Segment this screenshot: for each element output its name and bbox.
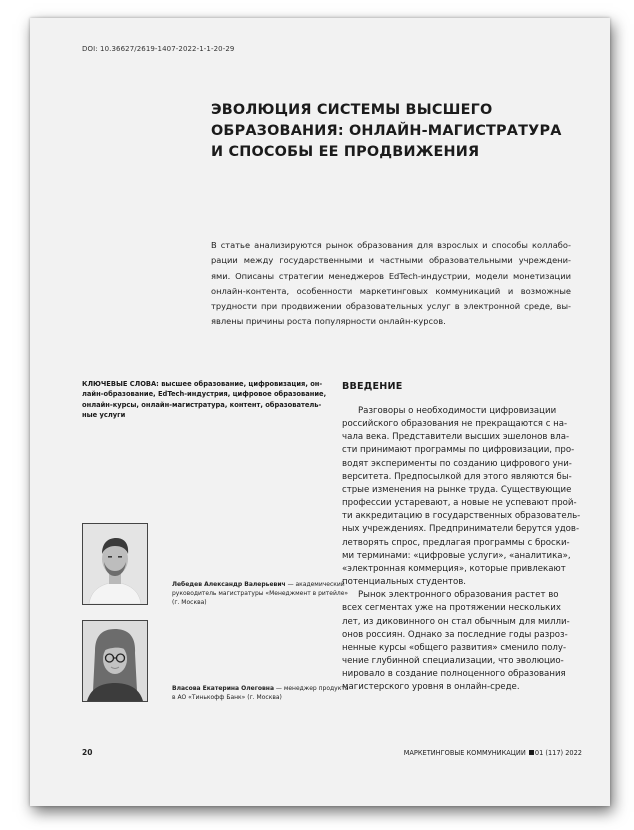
author-role: — академический xyxy=(287,581,345,588)
abstract-line: онлайн-контента, особенности маркетинговых коммуникаций и возможные xyxy=(211,285,571,296)
abstract-line: явлены причины роста популярности онлайн-курсов. xyxy=(211,316,446,327)
body-line: ненные курсы «общего развития» сменило полу- xyxy=(342,642,567,653)
keywords-block xyxy=(82,379,326,421)
page-number: 20 xyxy=(82,748,93,757)
body-line: чала века. Представители высших эшелонов вла- xyxy=(342,432,570,443)
body-line: верситета. Предпосылкой для этого являются бы- xyxy=(342,471,572,482)
keywords-line: онлайн-курсы, онлайн-магистратура, контент, образователь- xyxy=(82,400,322,409)
body-line: Рынок электронного образования растет во xyxy=(358,590,559,601)
author-info-lebedev xyxy=(172,580,348,608)
title-line: И СПОСОБЫ ЕЕ ПРОДВИЖЕНИЯ xyxy=(211,144,480,160)
body-line: чение глубинной специализации, что эволюцио- xyxy=(342,655,564,666)
keywords-line: лайн-образование, EdTech-индустрия, цифровое образование, xyxy=(82,390,327,399)
body-line: потенциальных студентов. xyxy=(342,577,466,588)
author-photo-vlasova xyxy=(82,620,148,702)
author-affiliation: в АО «Тинькофф Банк» (г. Москва) xyxy=(172,694,282,702)
abstract-line: ями. Описаны стратегии менеджеров EdTech-индустрии, модели монетизации xyxy=(211,270,571,281)
body-line: ти аккредитацию в государственных образователь- xyxy=(342,511,581,522)
body-text xyxy=(342,405,581,694)
body-line: Разговоры о необходимости цифровизации xyxy=(358,406,557,416)
abstract-line: рации между государственными и частными образовательными учреждени- xyxy=(211,255,571,266)
body-line: профессии устаревают, а новые не успевают прой- xyxy=(342,498,577,509)
body-line: стрые изменения на рынке труда. Существующие xyxy=(342,484,572,495)
body-line: ных учреждениях. Предприниматели берутся удов- xyxy=(342,524,580,535)
body-line: сти принимают программы по цифровизации, про- xyxy=(342,445,575,456)
man-portrait-icon xyxy=(83,524,147,604)
abstract-line: В статье анализируются рынок образования для взрослых и способы коллабо- xyxy=(211,240,571,250)
abstract xyxy=(211,238,571,330)
body-line: «электронная коммерция», которые привлекают xyxy=(342,563,566,574)
doi-label: DOI: 10.36627/2619-1407-2022-1-1-20-29 xyxy=(82,45,235,53)
author-name: Лебедев Александр Валерьевич xyxy=(172,581,286,588)
woman-portrait-icon xyxy=(83,621,147,701)
body-line: нировало в создание полноценного образования xyxy=(342,669,566,680)
body-line: лет, из диковинного он стал обычным для милли- xyxy=(342,616,570,627)
author-role: руководитель магистратуры «Менеджмент в ритейле» xyxy=(172,590,349,598)
journal-name: МАРКЕТИНГОВЫЕ КОММУНИКАЦИИ xyxy=(403,749,526,757)
keywords-line: КЛЮЧЕВЫЕ СЛОВА: высшее образование, цифровизация, он- xyxy=(82,380,323,388)
abstract-line: трудности при продвижении образовательных услуг в электронной среде, вы- xyxy=(211,301,571,312)
author-info-vlasova xyxy=(172,684,349,702)
section-heading: ВВЕДЕНИЕ xyxy=(342,381,403,392)
title-line: ЭВОЛЮЦИЯ СИСТЕМЫ ВЫСШЕГО xyxy=(211,102,493,118)
journal-footer xyxy=(404,749,582,757)
body-line: российского образования не прекращаются с на- xyxy=(342,419,568,430)
title-line: ОБРАЗОВАНИЯ: ОНЛАЙН-МАГИСТРАТУРА xyxy=(211,123,562,139)
body-line: летворять спрос, предлагая программы с броски- xyxy=(342,537,570,548)
body-line: магистерского уровня в онлайн-среде. xyxy=(342,682,520,693)
author-name: Власова Екатерина Олеговна xyxy=(172,685,274,692)
body-line: ми терминами: «цифровые услуги», «аналитика», xyxy=(342,550,571,561)
keywords-line: ные услуги xyxy=(82,411,126,420)
author-role: — менеджер продукта xyxy=(275,685,349,692)
body-line: водят эксперименты по созданию цифрового уни- xyxy=(342,458,572,469)
journal-issue: 01 (117) 2022 xyxy=(534,749,582,757)
body-line: всех сегментах уже на протяжении нескольких xyxy=(342,603,561,614)
square-separator-icon xyxy=(529,750,534,755)
author-city: (г. Москва) xyxy=(172,599,207,607)
author-photo-lebedev xyxy=(82,523,148,605)
journal-page xyxy=(30,18,610,806)
body-line: онов россиян. Однако за последние годы разроз- xyxy=(342,629,568,640)
article-title xyxy=(211,100,571,163)
